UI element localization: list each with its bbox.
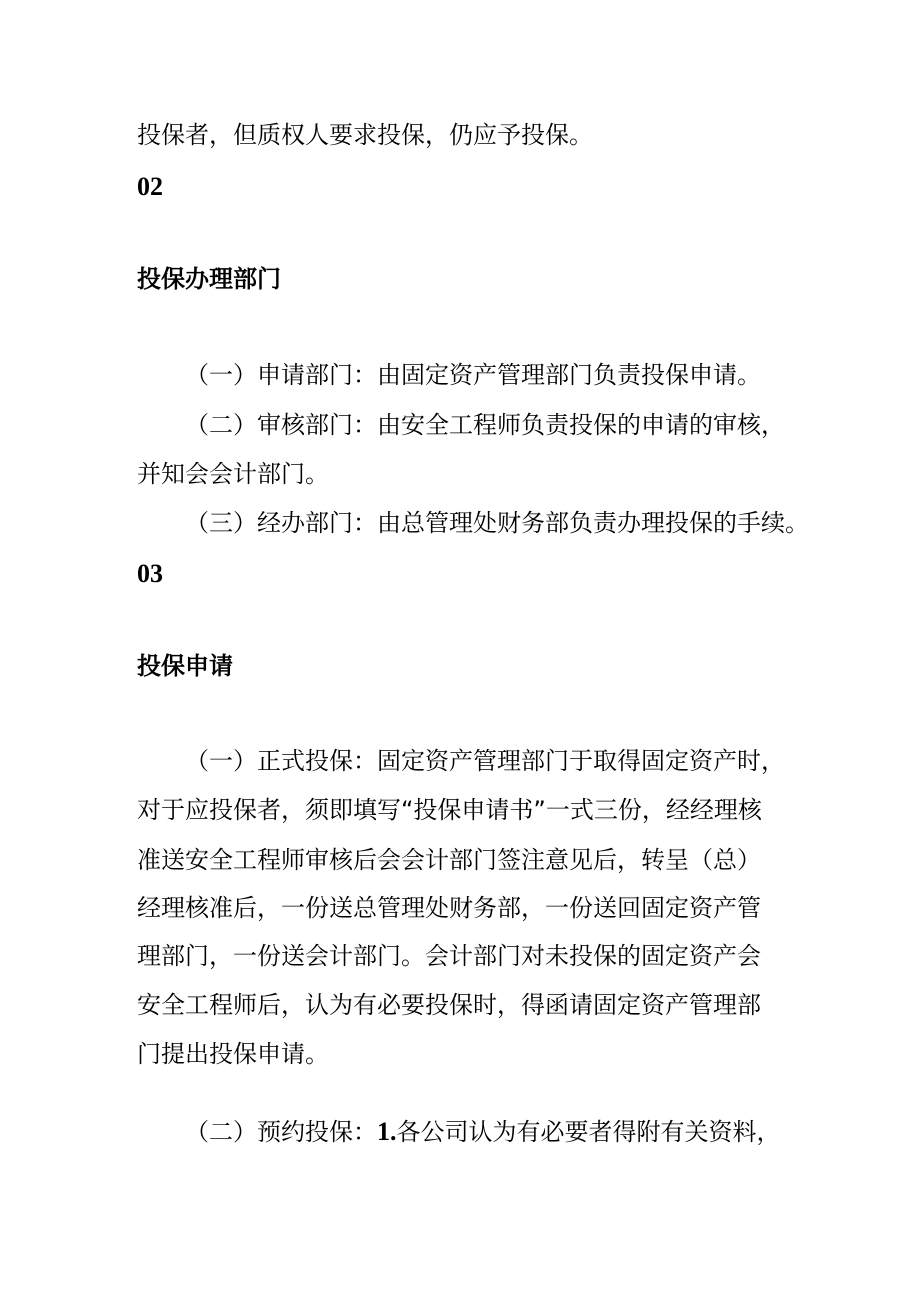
section-02-item-2: （二）审核部门：由安全工程师负责投保的申请的审核， <box>185 411 785 439</box>
para1-line-5: 理部门，一份送会计部门。会计部门对未投保的固定资产会 <box>137 942 761 970</box>
para1-line-1: （一）正式投保：固定资产管理部门于取得固定资产时， <box>185 747 785 775</box>
para2-prefix: （二）预约投保： <box>185 1118 377 1146</box>
para1-line-3: 准送安全工程师审核后会会计部门签注意见后，转呈（总） <box>137 846 761 874</box>
section-02-item-2-cont: 并知会会计部门。 <box>137 460 329 488</box>
para1-line-2: 对于应投保者，须即填写“投保申请书”一式三份，经经理核 <box>137 796 762 824</box>
section-02-item-3: （三）经办部门：由总管理处财务部负责办理投保的手续。 <box>185 509 809 537</box>
section-02-item-1: （一）申请部门：由固定资产管理部门负责投保申请。 <box>185 361 761 389</box>
para2-bold-number: 1. <box>377 1117 397 1146</box>
section-02-title: 投保办理部门 <box>137 265 281 293</box>
intro-line: 投保者，但质权人要求投保，仍应予投保。 <box>137 121 593 149</box>
para1-line-4: 经理核准后，一份送总管理处财务部，一份送回固定资产管 <box>137 894 761 922</box>
section-02-number: 02 <box>137 172 163 201</box>
para2-line-1 <box>185 1117 797 1147</box>
para1-line-6: 安全工程师后，认为有必要投保时，得函请固定资产管理部 <box>137 991 761 1019</box>
para1-line-7: 门提出投保申请。 <box>137 1040 329 1068</box>
section-03-title: 投保申请 <box>137 652 233 680</box>
para2-rest: 各公司认为有必要者得附有关资料， <box>396 1118 781 1146</box>
section-03-number: 03 <box>137 559 163 588</box>
